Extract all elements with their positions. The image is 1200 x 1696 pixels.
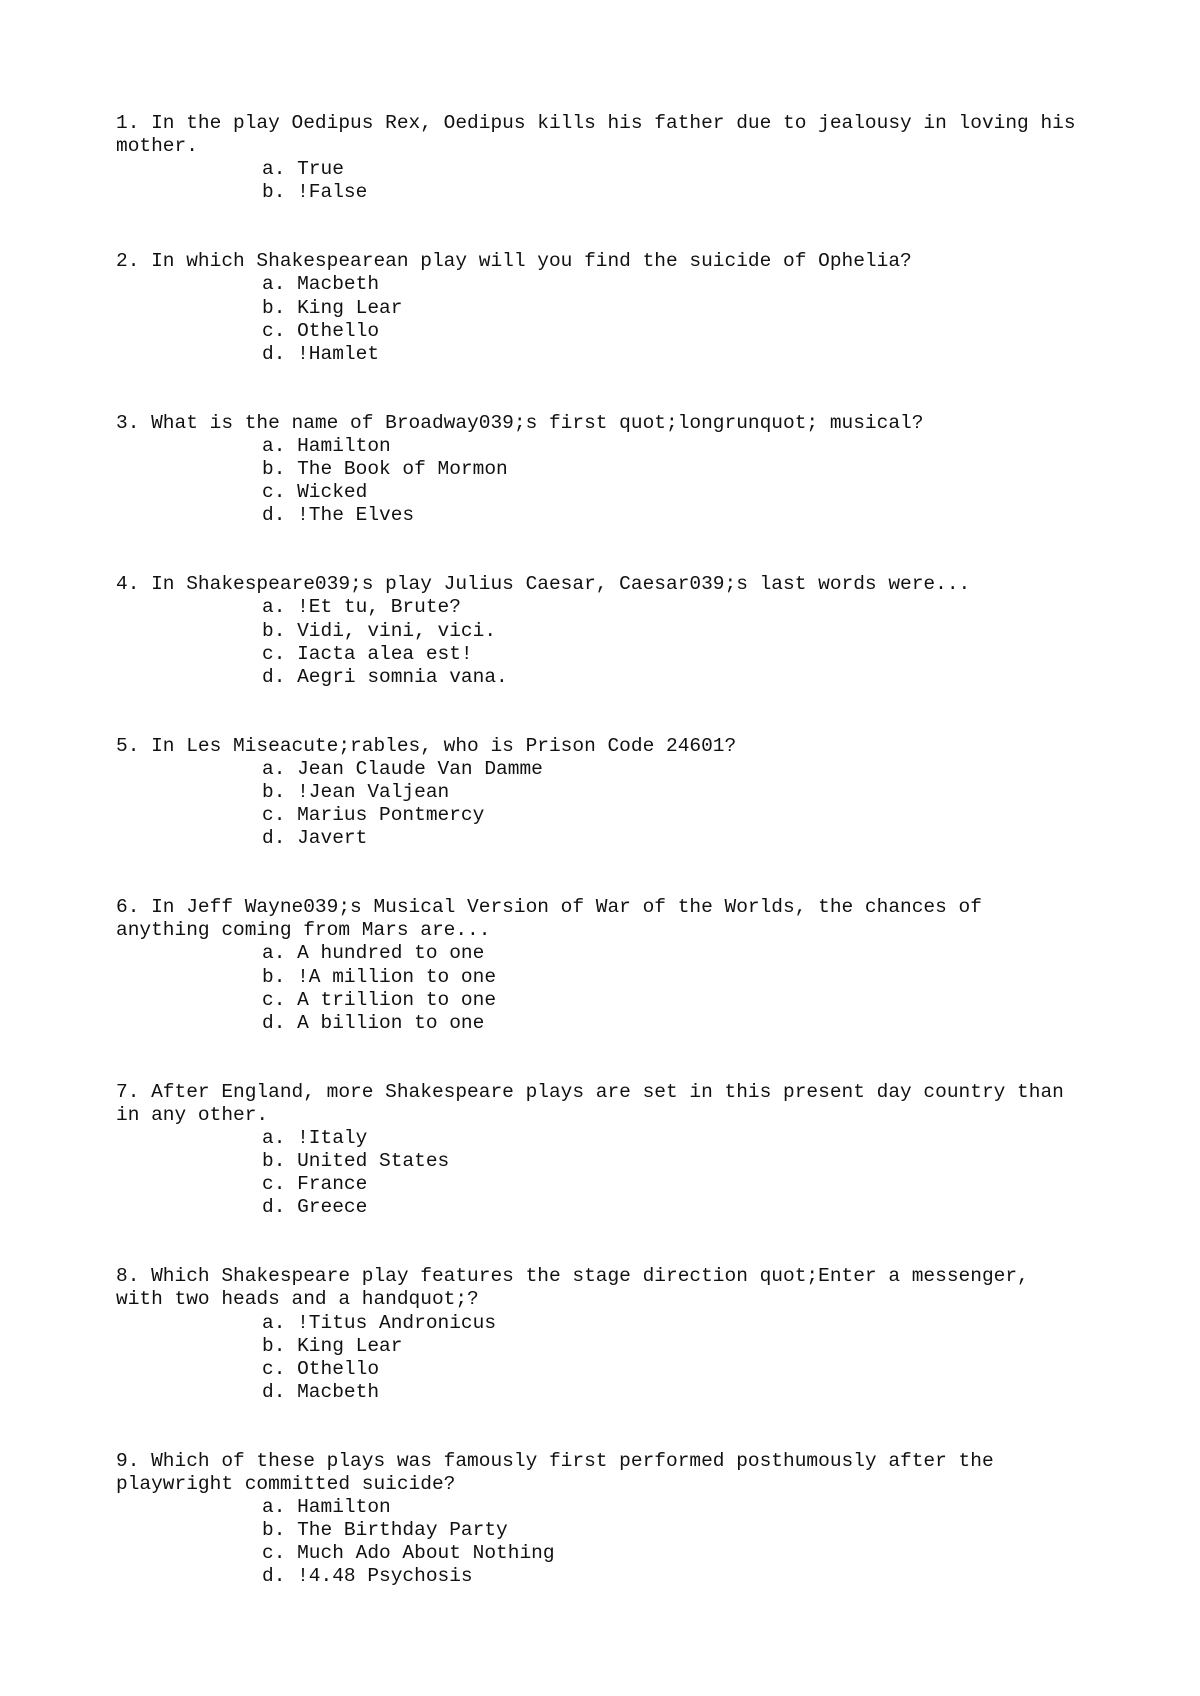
option-letter: c. [262,804,286,827]
answer-option [262,966,1076,989]
question-block [116,1450,1076,1589]
option-letter: a. [262,158,286,181]
answer-option [262,343,1076,366]
option-letter: d. [262,504,286,527]
option-text: !A million to one [297,965,497,988]
answer-option [262,942,1076,965]
answer-option [262,1312,1076,1335]
option-text: Hamilton [297,434,391,457]
option-text: Greece [297,1196,368,1219]
option-letter: a. [262,942,286,965]
option-text: !Italy [297,1127,368,1149]
option-text: Javert [297,827,368,850]
option-letter: b. [262,1150,286,1173]
option-letter: d. [262,1011,286,1034]
option-text: Othello [297,319,380,342]
answer-option [262,297,1076,320]
answer-options [116,1496,1076,1588]
question-block [116,735,1076,850]
option-text: !The Elves [297,504,415,527]
option-text: A trillion to one [297,988,497,1011]
option-letter: c. [262,481,286,504]
option-text: True [297,158,344,181]
option-text: Marius Pontmercy [297,804,485,827]
option-text: A hundred to one [297,942,485,965]
option-letter: b. [262,1334,286,1357]
option-text: A billion to one [297,1011,485,1034]
option-letter: b. [262,296,286,319]
option-text: Vidi, vini, vici. [297,619,497,642]
option-text: United States [297,1150,450,1173]
question-text: 2. In which Shakespearean play will you find the suicide of Ophelia? [116,250,912,273]
option-text: Iacta alea est! [297,642,473,665]
option-letter: a. [262,1127,286,1149]
option-letter: c. [262,988,286,1011]
question-text: 3. What is the name of Broadway039;s first quot;longrunquot; musical? [116,411,924,434]
answer-option [262,1173,1076,1196]
answer-option [262,804,1076,827]
option-text: The Book of Mormon [297,458,508,481]
answer-option [262,1127,1076,1150]
answer-option [262,643,1076,666]
answer-option [262,781,1076,804]
option-letter: b. [262,780,286,803]
option-letter: a. [262,1496,286,1519]
option-letter: a. [262,273,286,296]
answer-option [262,989,1076,1012]
answer-option [262,158,1076,181]
option-text: !Jean Valjean [297,780,450,803]
question-block [116,896,1076,1035]
answer-option [262,1381,1076,1404]
question-text: 6. In Jeff Wayne039;s Musical Version of War of the Worlds, the chances of anything coming from Mars are... [116,896,994,942]
answer-option [262,320,1076,343]
option-text: Much Ado About Nothing [297,1542,555,1565]
answer-option [262,1196,1076,1219]
question-block [116,112,1088,204]
answer-option [262,620,1076,643]
option-letter: a. [262,434,286,457]
answer-option [262,458,1076,481]
question-block [116,1081,1076,1220]
answer-option [262,1012,1076,1035]
answer-options [116,596,1076,688]
question-text: 8. Which Shakespeare play features the stage direction quot;Enter a messenger, with two heads and a handquot;? [116,1265,1041,1311]
answer-option [262,1358,1076,1381]
answer-option [262,1519,1076,1542]
option-letter: b. [262,1519,286,1542]
question-text: 5. In Les Miseacute;rables, who is Prison Code 24601? [116,734,737,757]
option-letter: b. [262,458,286,481]
option-letter: b. [262,619,286,642]
question-block [116,412,1076,527]
answer-options [116,435,1076,527]
answer-option [262,1496,1076,1519]
option-letter: d. [262,665,286,688]
answer-option [262,181,1076,204]
option-letter: c. [262,642,286,665]
option-text: France [297,1173,368,1196]
option-text: Jean Claude Van Damme [297,757,543,780]
answer-option [262,1565,1076,1588]
option-letter: c. [262,1542,286,1565]
option-text: !Hamlet [297,342,380,365]
question-text: 4. In Shakespeare039;s play Julius Caesar, Caesar039;s last words were... [116,573,971,596]
answer-option [262,273,1076,296]
answer-option [262,1335,1076,1358]
option-letter: d. [262,1196,286,1219]
quiz-body [116,112,1088,1635]
answer-option [262,596,1076,619]
question-text: 9. Which of these plays was famously first performed posthumously after the playwright committed suicide? [116,1449,1006,1496]
option-letter: c. [262,1357,286,1380]
option-letter: c. [262,1173,286,1196]
option-letter: b. [262,181,286,204]
answer-options [116,158,1076,204]
option-letter: a. [262,596,286,619]
answer-option [262,481,1076,504]
option-text: The Birthday Party [297,1519,508,1542]
option-text: Macbeth [297,273,380,296]
option-letter: a. [262,757,286,780]
option-letter: d. [262,827,286,850]
option-letter: b. [262,965,286,988]
question-text: 1. In the play Oedipus Rex, Oedipus kills his father due to jealousy in loving his mother. [116,112,1088,158]
option-text: Hamilton [297,1496,391,1519]
option-letter: a. [262,1311,286,1334]
answer-option [262,504,1076,527]
option-text: !False [297,181,368,204]
answer-option [262,435,1076,458]
answer-options [116,758,1076,850]
answer-options [116,273,1076,365]
option-letter: d. [262,342,286,365]
answer-options [116,942,1076,1034]
answer-option [262,1542,1076,1565]
option-text: Aegri somnia vana. [297,665,508,688]
answer-options [116,1127,1076,1219]
answer-option [262,758,1076,781]
option-letter: d. [262,1380,286,1403]
question-block [116,573,1076,688]
answer-option [262,666,1076,689]
option-text: Othello [297,1357,380,1380]
option-letter: c. [262,319,286,342]
option-text: !4.48 Psychosis [297,1565,473,1588]
option-text: Macbeth [297,1380,380,1403]
answer-options [116,1312,1076,1404]
question-block [116,250,1076,365]
question-text: 7. After England, more Shakespeare plays are set in this present day country than in any other. [116,1080,1076,1126]
option-text: !Et tu, Brute? [297,596,461,619]
option-text: Wicked [297,481,368,504]
option-letter: d. [262,1565,286,1588]
answer-option [262,1150,1076,1173]
option-text: King Lear [297,296,403,319]
question-block [116,1265,1076,1404]
option-text: !Titus Andronicus [297,1311,497,1334]
option-text: King Lear [297,1334,403,1357]
answer-option [262,827,1076,850]
